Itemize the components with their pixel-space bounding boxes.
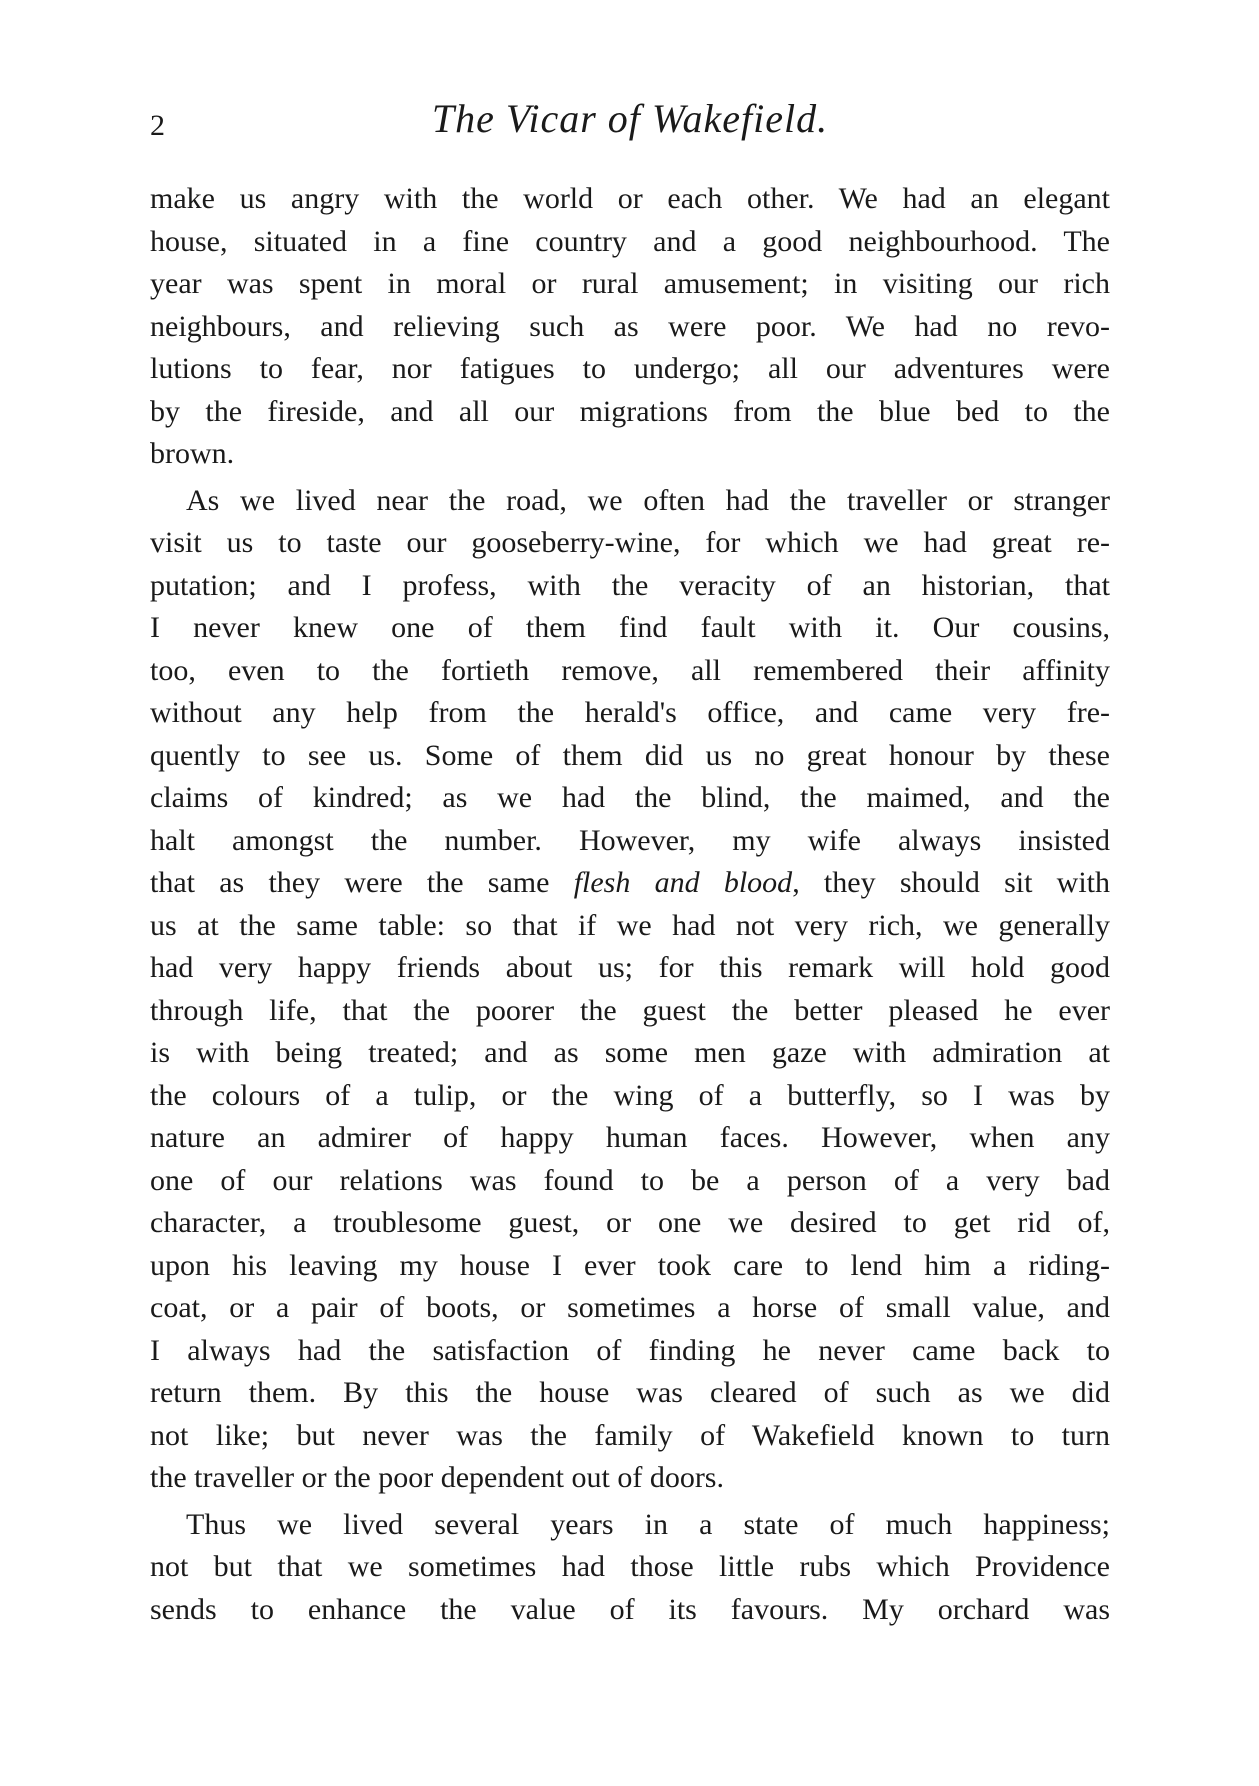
- text-line: quently to see us. Some of them did us no great honour by these: [150, 738, 1110, 772]
- running-head: [150, 95, 1110, 155]
- text-line: without any help from the herald's office, and came very fre-: [150, 696, 1110, 729]
- text-line: not but that we sometimes had those little rubs which Providence: [150, 1550, 1110, 1583]
- text-line: I always had the satisfaction of finding he never came back to: [150, 1333, 1110, 1367]
- text-line: make us angry with the world or each other. We had an elegant: [150, 182, 1110, 215]
- paragraph-2: [150, 480, 1110, 1500]
- text-line: not like; but never was the family of Wakefield known to turn: [150, 1418, 1110, 1452]
- text-line: too, even to the fortieth remove, all remembered their affinity: [150, 653, 1110, 687]
- text-line: had very happy friends about us; for this remark will hold good: [150, 951, 1110, 984]
- text-line: brown.: [150, 437, 235, 470]
- text-line: the colours of a tulip, or the wing of a butterfly, so I was by: [150, 1078, 1110, 1112]
- text-line: lutions to fear, nor fatigues to undergo; all our adventures were: [150, 352, 1110, 385]
- text-line-with-italic: [150, 862, 1110, 905]
- text-line: neighbours, and relieving such as were poor. We had no revo-: [150, 309, 1110, 343]
- text-line: by the fireside, and all our migrations from the blue bed to the: [150, 394, 1110, 428]
- text-line: return them. By this the house was cleared of such as we did: [150, 1376, 1110, 1409]
- text-line: through life, that the poorer the guest the better pleased he ever: [150, 993, 1110, 1027]
- text-line: Thus we lived several years in a state of much happiness;: [186, 1507, 1110, 1541]
- text-line: year was spent in moral or rural amusement; in visiting our rich: [150, 267, 1110, 300]
- text-line: As we lived near the road, we often had the traveller or stranger: [186, 483, 1110, 517]
- text-line: is with being treated; and as some men gaze with admiration at: [150, 1036, 1110, 1069]
- text-line: one of our relations was found to be a person of a very bad: [150, 1163, 1110, 1197]
- text-line: sends to enhance the value of its favours. My orchard was: [150, 1592, 1110, 1626]
- text-line: character, a troublesome guest, or one we desired to get rid of,: [150, 1206, 1110, 1239]
- paragraph-3: [150, 1504, 1110, 1632]
- text-line: upon his leaving my house I ever took care to lend him a riding-: [150, 1248, 1110, 1282]
- text-segment: that as they were the same: [150, 866, 574, 899]
- text-segment: , they should sit with: [792, 866, 1111, 899]
- italic-phrase: flesh and blood: [573, 866, 793, 899]
- paragraph-1: [150, 178, 1110, 476]
- text-line: us at the same table: so that if we had not very rich, we generally: [150, 908, 1110, 942]
- text-line: coat, or a pair of boots, or sometimes a horse of small value, and: [150, 1291, 1110, 1324]
- text-line: I never knew one of them find fault with it. Our cousins,: [150, 611, 1110, 644]
- running-title: The Vicar of Wakefield.: [431, 96, 829, 141]
- text-line: house, situated in a fine country and a good neighbourhood. The: [150, 224, 1110, 258]
- text-line: visit us to taste our gooseberry-wine, for which we had great re-: [150, 526, 1110, 559]
- text-line: putation; and I profess, with the veracity of an historian, that: [150, 568, 1110, 602]
- page-number: 2: [150, 109, 165, 142]
- text-line: the traveller or the poor dependent out of doors.: [150, 1461, 724, 1494]
- text-line: halt amongst the number. However, my wife always insisted: [150, 823, 1110, 857]
- body-text: [150, 178, 1110, 1631]
- text-line: claims of kindred; as we had the blind, the maimed, and the: [150, 781, 1110, 814]
- text-line: nature an admirer of happy human faces. However, when any: [150, 1121, 1110, 1154]
